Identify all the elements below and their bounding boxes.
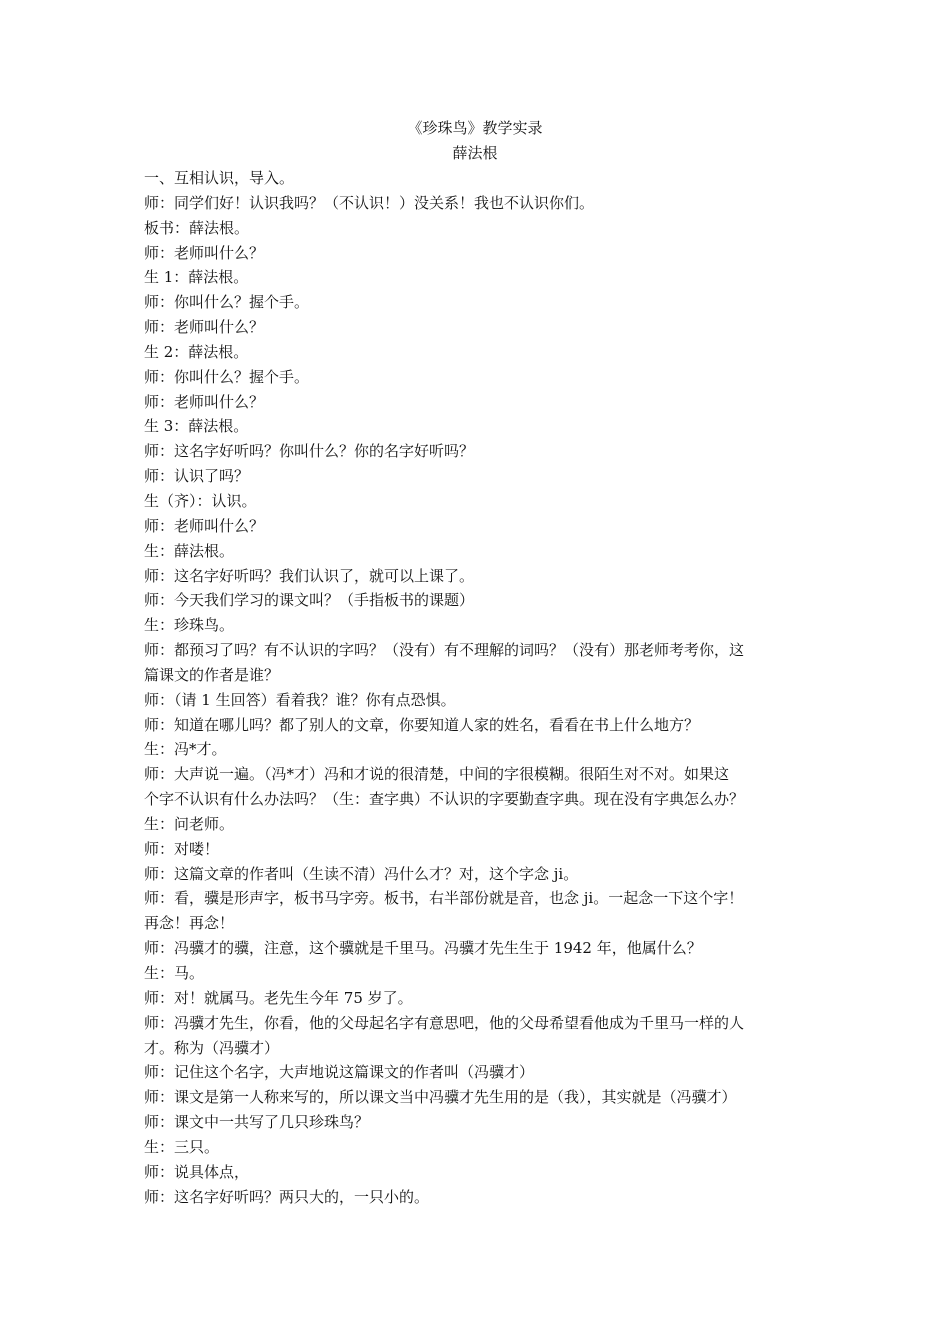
transcript-line: 师：你叫什么？握个手。 (144, 293, 310, 312)
transcript-line: 生：马。 (144, 964, 205, 982)
transcript-line: 板书：薛法根。 (144, 218, 250, 237)
transcript-line: 师：知道在哪儿吗？都了别人的文章，你要知道人家的姓名，看看在书上什么地方？ (144, 715, 700, 734)
transcript-line: 生：薛法根。 (144, 541, 235, 560)
transcript-line: 个字不认识有什么办法吗？（生：查字典）不认识的字要勤查字典。现在没有字典怎么办？ (144, 790, 745, 809)
transcript-line: 生：三只。 (144, 1137, 220, 1156)
transcript-line: 师：认识了吗？ (144, 467, 250, 486)
transcript-line: 师：这名字好听吗？你叫什么？你的名字好听吗？ (144, 442, 475, 461)
transcript-line: 师：老师叫什么？ (144, 318, 265, 337)
transcript-line: 师：冯骥才先生，你看，他的父母起名字有意思吧，他的父母希望看他成为千里马一样的人 (144, 1013, 745, 1032)
transcript-line: 一、互相认识，导入。 (144, 169, 295, 187)
transcript-line: 再念！再念！ (144, 914, 235, 933)
transcript-line: 师：冯骥才的骥，注意，这个骥就是千里马。冯骥才先生生于 1942 年，他属什么？ (144, 939, 702, 958)
transcript-line: 生 3：薛法根。 (144, 417, 249, 436)
transcript-line: 师：老师叫什么？ (144, 392, 265, 411)
transcript-line: 师：课文中一共写了几只珍珠鸟？ (144, 1113, 370, 1132)
transcript-line: 师：课文是第一人称来写的，所以课文当中冯骥才先生用的是（我），其实就是（冯骥才） (144, 1088, 737, 1107)
transcript-line: 生：问老师。 (144, 814, 235, 833)
transcript-line: 师：今天我们学习的课文叫？（手指板书的课题） (144, 591, 475, 610)
transcript-line: 师：（请 1 生回答）看着我？谁？你有点恐惧。 (144, 690, 456, 709)
transcript-line: 师：这名字好听吗？我们认识了，就可以上课了。 (144, 566, 475, 585)
transcript-line: 生 1：薛法根。 (144, 268, 249, 287)
transcript-line: 师：同学们好！认识我吗？（不认识！）没关系！我也不认识你们。 (144, 193, 595, 212)
transcript-line: 师：都预习了吗？有不认识的字吗？（没有）有不理解的词吗？（没有）那老师考考你，这 (144, 641, 745, 660)
transcript-line: 才。称为（冯骥才） (144, 1038, 280, 1057)
document-header (0, 116, 950, 166)
transcript-line: 师：对！就属马。老先生今年 75 岁了。 (144, 988, 413, 1007)
transcript-line: 生 2：薛法根。 (144, 342, 249, 361)
transcript-line: 师：对喽！ (144, 839, 220, 858)
transcript-line: 生（齐）：认识。 (144, 491, 257, 510)
transcript-line: 师：记住这个名字，大声地说这篇课文的作者叫（冯骥才） (144, 1063, 535, 1082)
transcript-line: 师：这名字好听吗？两只大的，一只小的。 (144, 1187, 430, 1206)
transcript-line: 师：老师叫什么？ (144, 516, 265, 535)
transcript-line: 篇课文的作者是谁？ (144, 665, 280, 684)
document-author: 薛法根 (452, 144, 498, 162)
transcript-line: 生：冯*才。 (144, 740, 227, 759)
transcript-line: 师：说具体点， (144, 1162, 250, 1181)
transcript-line: 生：珍珠鸟。 (144, 616, 235, 635)
transcript-line: 师：老师叫什么？ (144, 243, 265, 262)
transcript-line: 师：大声说一遍。（冯*才）冯和才说的很清楚，中间的字很模糊。很陌生对不对。如果这 (144, 765, 730, 784)
transcript-line: 师：看，骥是形声字，板书马字旁。板书，右半部份就是音，也念 ji。一起念一下这个字！ (144, 889, 744, 908)
document-title: 《珍珠鸟》教学实录 (407, 119, 543, 137)
document-body (144, 166, 812, 1209)
transcript-line: 师：你叫什么？握个手。 (144, 367, 310, 386)
transcript-line: 师：这篇文章的作者叫（生读不清）冯什么才？对，这个字念 ji。 (144, 864, 579, 883)
